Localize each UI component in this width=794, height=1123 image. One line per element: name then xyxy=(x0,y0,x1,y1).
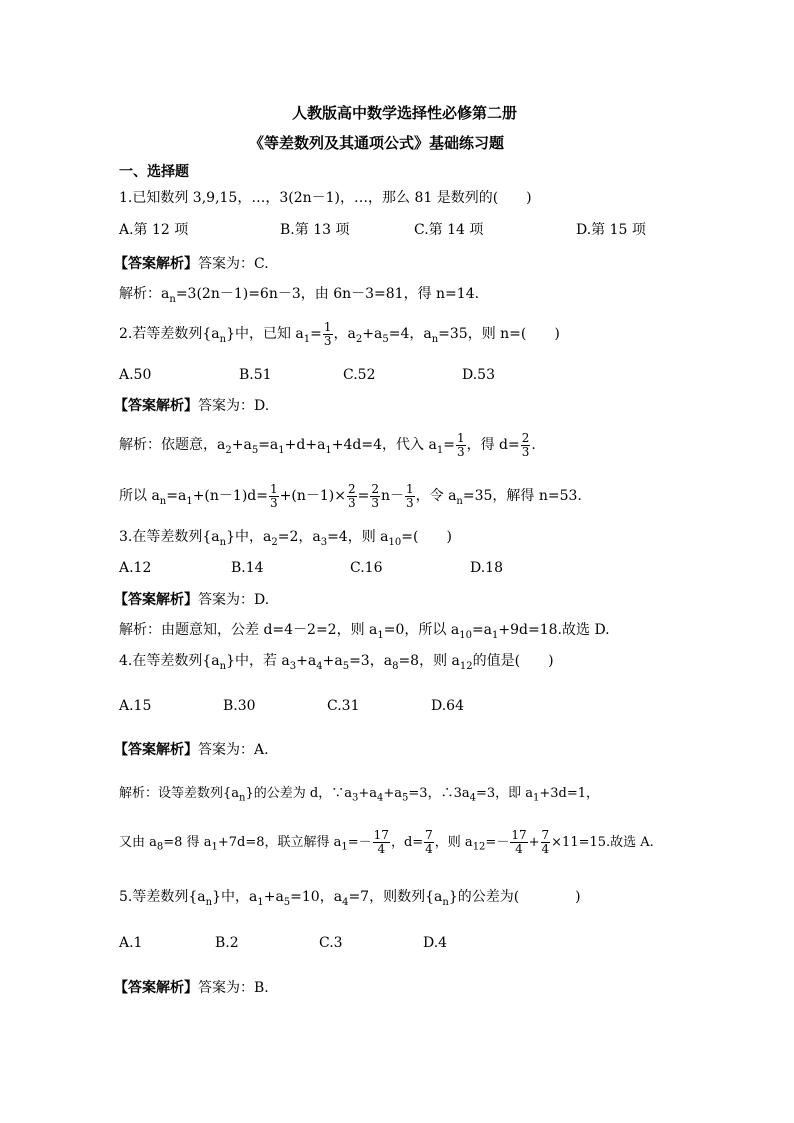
q1-option-b: B.第 13 项 xyxy=(280,222,350,238)
q4-answer: 【答案解析】答案为：A. xyxy=(114,742,269,758)
q5-option-d: D.4 xyxy=(423,935,448,951)
q4-option-c: C.31 xyxy=(327,698,360,714)
fraction: $\frac{1}{3}$ xyxy=(269,481,278,510)
q2-answer: 【答案解析】答案为：D. xyxy=(114,398,270,414)
q5-option-a: A.1 xyxy=(119,935,143,951)
q1-option-a: A.第 12 项 xyxy=(119,222,189,238)
answer-text: 答案为：C. xyxy=(198,256,269,272)
q1-option-c: C.第 14 项 xyxy=(414,222,484,238)
fraction: $\frac{17}{4}$ xyxy=(511,828,527,856)
doc-title-line2: 《等差数列及其通项公式》基础练习题 xyxy=(249,134,505,152)
fraction: $\frac{7}{4}$ xyxy=(425,828,433,856)
q2-explanation-2: 所以 $a_n=a_1+(n-1)d=$ $\frac{1}{3}$ +(n－1)× $\frac{2}{3}$ = $\frac{2}{3}$ n－ $\frac{1}{3}$ ，令 $a_n=35$，解得 n=53. xyxy=(119,481,582,510)
doc-title-line1: 人教版高中数学选择性必修第二册 xyxy=(292,104,518,122)
question-4-stem: 4.在等差数列$\{a_n\}$中，若 $a_3+a_4+a_5=3$，$a_8=8$，则 $a_{12}$的值是( ) xyxy=(119,653,554,672)
q4-option-a: A.15 xyxy=(119,698,152,714)
fraction: $\frac{2}{3}$ xyxy=(347,481,356,510)
q1-answer xyxy=(114,254,269,274)
q2-option-a: A.50 xyxy=(119,367,152,383)
question-3-stem: 3.在等差数列$\{a_n\}$中，$a_2=2$，$a_3=4$，则 $a_{10}=$( ) xyxy=(119,529,452,548)
q3-option-b: B.14 xyxy=(231,560,264,576)
q2-option-b: B.51 xyxy=(239,367,272,383)
q2-option-d: D.53 xyxy=(462,367,495,383)
q5-option-c: C.3 xyxy=(319,935,343,951)
q3-option-c: C.16 xyxy=(350,560,383,576)
q5-option-b: B.2 xyxy=(215,935,239,951)
q2-explanation-1: 解析：依题意，$a_2+a_5=a_1+d+a_1+4d=4$，代入 $a_1=$ $\frac{1}{3}$ ，得 d= $\frac{2}{3}$ . xyxy=(119,430,536,459)
fraction: $\frac{1}{3}$ xyxy=(405,481,414,510)
fraction: $\frac{1}{3}$ xyxy=(323,319,332,348)
q3-option-d: D.18 xyxy=(470,560,503,576)
q2-option-c: C.52 xyxy=(343,367,376,383)
q4-option-b: B.30 xyxy=(223,698,256,714)
question-1-stem: 1.已知数列 3,9,15，…，3(2n－1)，…，那么 81 是数列的( ) xyxy=(119,190,532,206)
fraction: $\frac{17}{4}$ xyxy=(373,828,389,856)
q4-explanation-2: 又由 $a_8=8$ 得 $a_1+7d=8$，联立解得 $a_1=-$ $\frac{17}{4}$ ，d= $\frac{7}{4}$ ，则 $a_{12}=-$ $\frac{17}{4}$ + $\frac{7}{4}$ ×11=15.故选 A. xyxy=(119,828,654,856)
answer-tag: 【答案解析】 xyxy=(114,256,198,272)
q1-explanation: 解析：$a_n=3(2n-1)=6n-3$，由 6n－3=81，得 n=14. xyxy=(119,286,480,305)
question-2-stem: 2.若等差数列$\{a_n\}$中，已知 $a_1=$ $\frac{1}{3}$ ，$a_2+a_5=4$，$a_n=35$，则 n=( ) xyxy=(119,319,560,348)
fraction: $\frac{1}{3}$ xyxy=(456,430,465,459)
q5-answer: 【答案解析】答案为：B. xyxy=(114,980,269,996)
fraction: $\frac{7}{4}$ xyxy=(541,828,550,856)
question-5-stem: 5.等差数列$\{a_n\}$中，$a_1+a_5=10$，$a_4=7$，则数列$\{a_n\}$的公差为( ) xyxy=(119,889,581,908)
q3-explanation: 解析：由题意知，公差 d=4－2=2，则 $a_1=0$，所以 $a_{10}=a_1+9d=18$.故选 D. xyxy=(119,622,610,641)
fraction: $\frac{2}{3}$ xyxy=(521,430,530,459)
fraction: $\frac{2}{3}$ xyxy=(371,481,379,510)
q3-option-a: A.12 xyxy=(119,560,152,576)
q3-answer: 【答案解析】答案为：D. xyxy=(114,592,270,608)
q1-option-d: D.第 15 项 xyxy=(576,222,646,238)
q4-option-d: D.64 xyxy=(431,698,464,714)
q4-explanation-1: 解析：设等差数列$\{a_n\}$的公差为 d，$\because a_3+a_4+a_5=3$，$\therefore 3a_4=3$，即 $a_1+3d=1$， xyxy=(119,786,600,804)
section-heading: 一、选择题 xyxy=(119,164,189,180)
